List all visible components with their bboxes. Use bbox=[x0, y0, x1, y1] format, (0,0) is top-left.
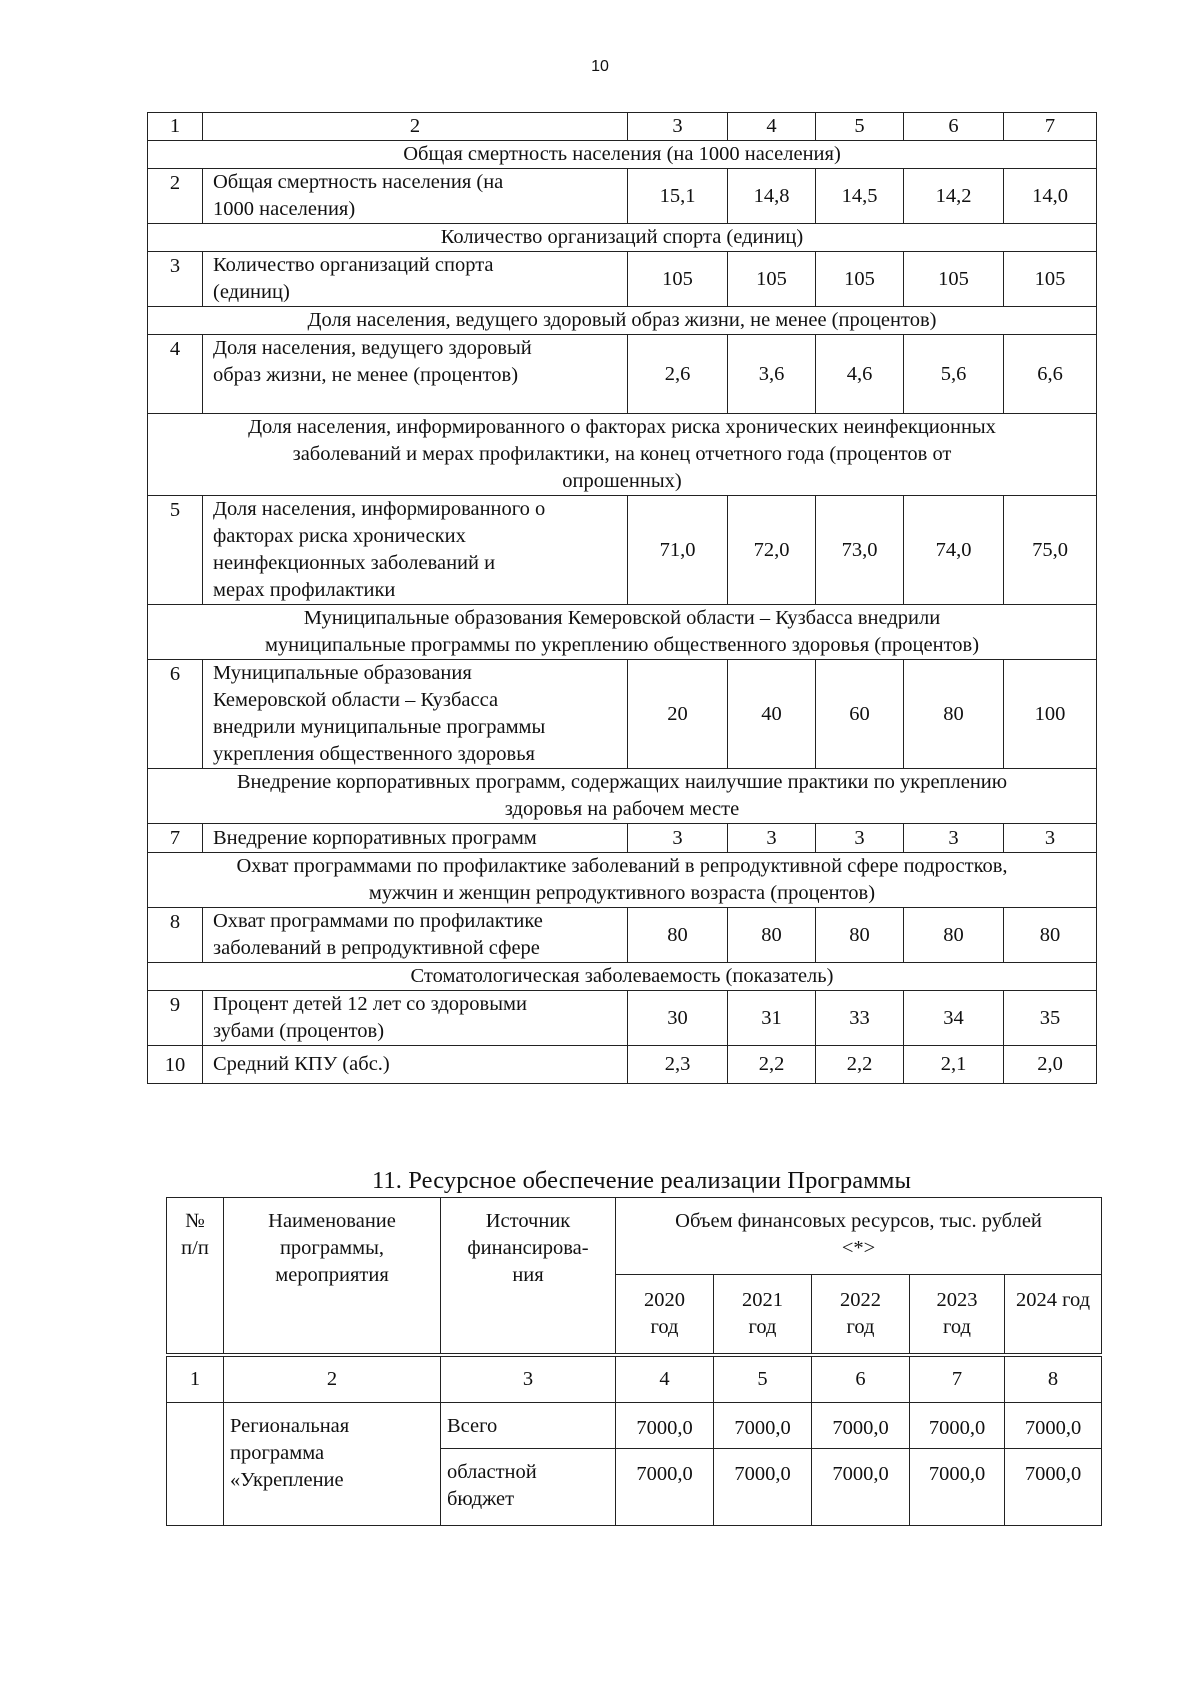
col-volume-header bbox=[616, 1198, 1102, 1275]
indicator-name bbox=[203, 1046, 628, 1084]
indicator-name-line: заболеваний в репродуктивной сфере bbox=[213, 937, 540, 959]
index-cell: 2 bbox=[224, 1357, 441, 1403]
year-header-line: 2021 bbox=[742, 1289, 783, 1311]
indicator-row bbox=[148, 908, 1097, 963]
indicator-row bbox=[148, 660, 1097, 769]
indicator-row bbox=[148, 991, 1097, 1046]
section-title-row bbox=[148, 605, 1097, 660]
section-title-row bbox=[148, 414, 1097, 496]
indicator-value: 3,6 bbox=[728, 335, 816, 414]
indicator-value: 3 bbox=[904, 824, 1004, 853]
row-number: 3 bbox=[148, 252, 203, 307]
indicator-value: 72,0 bbox=[728, 496, 816, 605]
resource-value: 7000,0 bbox=[812, 1403, 910, 1449]
indicator-name bbox=[203, 908, 628, 963]
indicator-value: 3 bbox=[628, 824, 728, 853]
section-title-row bbox=[148, 769, 1097, 824]
indicator-value: 2,6 bbox=[628, 335, 728, 414]
header-cell: 3 bbox=[628, 113, 728, 141]
indicator-name-line: неинфекционных заболеваний и bbox=[213, 552, 496, 574]
indicator-name-line: Внедрение корпоративных программ bbox=[213, 826, 537, 849]
indicator-value: 14,0 bbox=[1004, 169, 1097, 224]
col-name-header bbox=[224, 1198, 441, 1354]
resources-table-body bbox=[166, 1356, 1102, 1526]
indicator-value: 14,2 bbox=[904, 169, 1004, 224]
section-title-cell: Стоматологическая заболеваемость (показатель) bbox=[148, 963, 1097, 991]
indicator-name-line: укрепления общественного здоровья bbox=[213, 743, 535, 765]
indicator-value: 20 bbox=[628, 660, 728, 769]
indicator-row bbox=[148, 496, 1097, 605]
resource-program-name bbox=[224, 1403, 441, 1526]
row-number: 10 bbox=[148, 1046, 203, 1084]
section-title-line: муниципальные программы по укреплению общественного здоровья (процентов) bbox=[264, 634, 980, 656]
resources-table-header bbox=[166, 1197, 1102, 1354]
indicator-value: 15,1 bbox=[628, 169, 728, 224]
index-cell: 3 bbox=[441, 1357, 616, 1403]
index-cell: 1 bbox=[167, 1357, 224, 1403]
indicator-name-line: зубами (процентов) bbox=[213, 1020, 385, 1042]
section-title-cell: Количество организаций спорта (единиц) bbox=[148, 224, 1097, 252]
index-cell: 4 bbox=[616, 1357, 714, 1403]
indicators-table bbox=[147, 112, 1097, 1084]
indicator-value: 5,6 bbox=[904, 335, 1004, 414]
indicator-value: 31 bbox=[728, 991, 816, 1046]
indicator-value: 3 bbox=[728, 824, 816, 853]
section-title-cell: Общая смертность населения (на 1000 населения) bbox=[148, 141, 1097, 169]
index-cell: 5 bbox=[714, 1357, 812, 1403]
indicator-name-line: внедрили муниципальные программы bbox=[213, 716, 546, 738]
indicator-value: 35 bbox=[1004, 991, 1097, 1046]
indicator-name bbox=[203, 169, 628, 224]
header-cell: 2 bbox=[203, 113, 628, 141]
indicator-value: 3 bbox=[1004, 824, 1097, 853]
indicator-value: 105 bbox=[816, 252, 904, 307]
indicator-name-line: (единиц) bbox=[213, 281, 290, 303]
indicator-name bbox=[203, 991, 628, 1046]
col-source-header-line: ния bbox=[512, 1264, 544, 1286]
indicator-value: 60 bbox=[816, 660, 904, 769]
col-source-header-line: Источник bbox=[485, 1210, 571, 1232]
source-line: областной bbox=[447, 1461, 537, 1483]
section-title-line: опрошенных) bbox=[562, 470, 682, 492]
resource-row bbox=[167, 1403, 1102, 1449]
year-header-line: 2022 bbox=[840, 1289, 881, 1311]
section-title-line: Внедрение корпоративных программ, содержащих наилучшие практики по укреплению bbox=[236, 771, 1008, 793]
indicator-value: 80 bbox=[1004, 908, 1097, 963]
indicator-value: 6,6 bbox=[1004, 335, 1097, 414]
indicator-name-line: Охват программами по профилактике bbox=[213, 910, 543, 932]
year-header bbox=[616, 1275, 714, 1354]
index-cell: 6 bbox=[812, 1357, 910, 1403]
section-title-row bbox=[148, 963, 1097, 991]
indicator-value: 71,0 bbox=[628, 496, 728, 605]
section-title-row bbox=[148, 853, 1097, 908]
indicator-value: 105 bbox=[628, 252, 728, 307]
col-number-header-line: п/п bbox=[181, 1237, 209, 1259]
section-title-row bbox=[148, 141, 1097, 169]
resource-value: 7000,0 bbox=[616, 1449, 714, 1526]
col-number-header-line: № bbox=[185, 1210, 205, 1232]
resource-number bbox=[167, 1403, 224, 1526]
indicator-name-line: Муниципальные образования bbox=[213, 662, 472, 684]
section-title-cell bbox=[148, 769, 1097, 824]
row-number: 4 bbox=[148, 335, 203, 414]
indicator-name-line: Кемеровской области – Кузбасса bbox=[213, 689, 499, 711]
indicator-name bbox=[203, 496, 628, 605]
indicator-row bbox=[148, 335, 1097, 414]
year-header-line: год bbox=[943, 1316, 971, 1338]
indicator-value: 80 bbox=[904, 660, 1004, 769]
section-title-line: Муниципальные образования Кемеровской области – Кузбасса внедрили bbox=[303, 607, 941, 629]
col-name-header-line: мероприятия bbox=[275, 1264, 389, 1286]
header-cell: 5 bbox=[816, 113, 904, 141]
indicator-row bbox=[148, 169, 1097, 224]
indicator-value: 3 bbox=[816, 824, 904, 853]
section-title-line: Охват программами по профилактике заболеваний в репродуктивной сфере подростков, bbox=[236, 855, 1008, 877]
year-header bbox=[714, 1275, 812, 1354]
indicator-value: 80 bbox=[728, 908, 816, 963]
year-header bbox=[812, 1275, 910, 1354]
indicator-value: 2,1 bbox=[904, 1046, 1004, 1084]
year-header-line: год bbox=[650, 1316, 679, 1338]
indicator-value: 73,0 bbox=[816, 496, 904, 605]
indicator-value: 105 bbox=[728, 252, 816, 307]
resource-value: 7000,0 bbox=[1005, 1403, 1102, 1449]
year-header-line: год bbox=[748, 1316, 777, 1338]
section-title-row bbox=[148, 307, 1097, 335]
indicator-name-line: мерах профилактики bbox=[213, 579, 396, 601]
section-title-cell bbox=[148, 605, 1097, 660]
section-title-cell bbox=[148, 853, 1097, 908]
indicator-value: 34 bbox=[904, 991, 1004, 1046]
indicator-name-line: Процент детей 12 лет со здоровыми bbox=[213, 993, 527, 1015]
program-name-line: «Укрепление bbox=[230, 1469, 344, 1491]
header-cell: 6 bbox=[904, 113, 1004, 141]
col-name-header-line: Наименование bbox=[268, 1210, 396, 1232]
indicator-value: 2,3 bbox=[628, 1046, 728, 1084]
indicator-name bbox=[203, 335, 628, 414]
header-row bbox=[148, 113, 1097, 141]
section-title-line: Доля населения, информированного о факторах риска хронических неинфекционных bbox=[248, 416, 996, 438]
section-title-line: здоровья на рабочем месте bbox=[504, 798, 740, 820]
row-number: 5 bbox=[148, 496, 203, 605]
row-number: 6 bbox=[148, 660, 203, 769]
col-volume-header-line: Объем финансовых ресурсов, тыс. рублей bbox=[675, 1210, 1042, 1232]
indicator-value: 100 bbox=[1004, 660, 1097, 769]
year-header bbox=[1005, 1275, 1102, 1354]
indicator-value: 14,5 bbox=[816, 169, 904, 224]
col-name-header-line: программы, bbox=[279, 1237, 385, 1259]
index-cell: 8 bbox=[1005, 1357, 1102, 1403]
indicator-name-line: Общая смертность населения (на bbox=[213, 171, 504, 193]
col-number-header bbox=[167, 1198, 224, 1354]
indicator-value: 105 bbox=[1004, 252, 1097, 307]
indicator-name-line: факторах риска хронических bbox=[213, 525, 466, 547]
indicator-row bbox=[148, 1046, 1097, 1084]
section-heading: 11. Ресурсное обеспечение реализации Программы bbox=[371, 1167, 912, 1194]
resource-value: 7000,0 bbox=[812, 1449, 910, 1526]
source-line: бюджет bbox=[447, 1488, 515, 1510]
col-source-header-line: финансирова- bbox=[467, 1237, 589, 1259]
row-number: 7 bbox=[148, 824, 203, 853]
section-title-line: заболеваний и мерах профилактики, на конец отчетного года (процентов от bbox=[292, 443, 952, 465]
indicators-table-body bbox=[148, 113, 1097, 1084]
year-header bbox=[910, 1275, 1005, 1354]
indicator-value: 2,2 bbox=[816, 1046, 904, 1084]
indicator-value: 14,8 bbox=[728, 169, 816, 224]
resource-value: 7000,0 bbox=[910, 1449, 1005, 1526]
indicator-name bbox=[203, 252, 628, 307]
indicator-value: 80 bbox=[628, 908, 728, 963]
source-line: Всего bbox=[447, 1415, 498, 1437]
indicator-value: 75,0 bbox=[1004, 496, 1097, 605]
col-volume-header-line: <*> bbox=[841, 1237, 876, 1259]
resource-value: 7000,0 bbox=[1005, 1449, 1102, 1526]
page-number: 10 bbox=[591, 58, 609, 75]
year-header-line: 2023 bbox=[936, 1289, 978, 1311]
program-name-line: Региональная bbox=[230, 1415, 350, 1437]
index-row bbox=[167, 1357, 1102, 1403]
col-source-header bbox=[441, 1198, 616, 1354]
indicator-value: 4,6 bbox=[816, 335, 904, 414]
header-cell: 1 bbox=[148, 113, 203, 141]
section-title-line: мужчин и женщин репродуктивного возраста (процентов) bbox=[368, 882, 876, 904]
indicator-value: 33 bbox=[816, 991, 904, 1046]
indicator-value: 2,2 bbox=[728, 1046, 816, 1084]
indicator-name-line: Количество организаций спорта bbox=[213, 254, 494, 276]
section-title-cell bbox=[148, 414, 1097, 496]
indicator-value: 80 bbox=[816, 908, 904, 963]
index-cell: 7 bbox=[910, 1357, 1005, 1403]
year-header-line: 2020 bbox=[644, 1289, 685, 1311]
indicator-value: 80 bbox=[904, 908, 1004, 963]
year-header-line: год bbox=[846, 1316, 875, 1338]
section-title-cell: Доля населения, ведущего здоровый образ жизни, не менее (процентов) bbox=[148, 307, 1097, 335]
indicator-row bbox=[148, 252, 1097, 307]
section-title-row bbox=[148, 224, 1097, 252]
indicator-name bbox=[203, 660, 628, 769]
program-name-line: программа bbox=[230, 1442, 325, 1464]
indicator-value: 74,0 bbox=[904, 496, 1004, 605]
indicator-name bbox=[203, 824, 628, 853]
resource-value: 7000,0 bbox=[910, 1403, 1005, 1449]
row-number: 9 bbox=[148, 991, 203, 1046]
indicator-value: 2,0 bbox=[1004, 1046, 1097, 1084]
indicator-value: 30 bbox=[628, 991, 728, 1046]
indicator-name-line: Средний КПУ (абс.) bbox=[213, 1053, 390, 1075]
indicator-row bbox=[148, 824, 1097, 853]
indicator-value: 40 bbox=[728, 660, 816, 769]
row-number: 2 bbox=[148, 169, 203, 224]
indicator-name-line: Доля населения, информированного о bbox=[213, 498, 546, 520]
resource-value: 7000,0 bbox=[616, 1403, 714, 1449]
year-header-line: 2024 год bbox=[1015, 1289, 1091, 1311]
resource-source bbox=[441, 1449, 616, 1526]
header-cell: 7 bbox=[1004, 113, 1097, 141]
resource-value: 7000,0 bbox=[714, 1403, 812, 1449]
indicator-name-line: Доля населения, ведущего здоровый bbox=[213, 337, 532, 359]
header-cell: 4 bbox=[728, 113, 816, 141]
indicator-name-line: 1000 населения) bbox=[213, 198, 356, 220]
row-number: 8 bbox=[148, 908, 203, 963]
indicator-name-line: образ жизни, не менее (процентов) bbox=[213, 364, 519, 386]
resource-source bbox=[441, 1403, 616, 1449]
indicator-value: 105 bbox=[904, 252, 1004, 307]
resource-value: 7000,0 bbox=[714, 1449, 812, 1526]
